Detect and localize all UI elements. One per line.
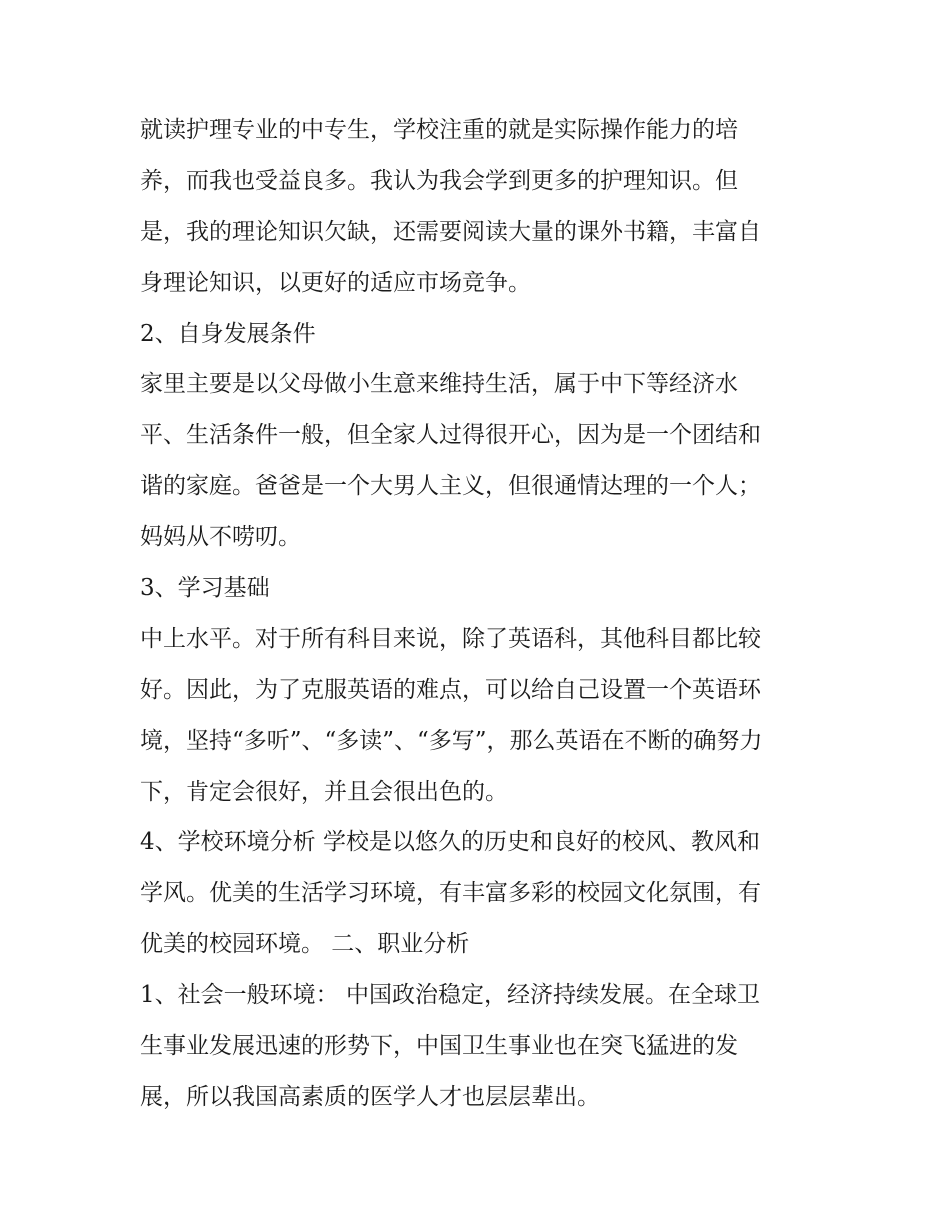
paragraph-line: 谐的家庭。爸爸是一个大男人主义，但很通情达理的一个人； xyxy=(140,473,761,500)
paragraph-line: 优美的校园环境。 二、职业分析 xyxy=(140,931,470,958)
paragraph-line: 1、社会一般环境： 中国政治稳定，经济持续发展。在全球卫 xyxy=(140,982,760,1009)
paragraph-line: 平、生活条件一般，但全家人过得很开心，因为是一个团结和 xyxy=(140,422,761,449)
paragraph-line: 好。因此，为了克服英语的难点，可以给自己设置一个英语环 xyxy=(140,676,761,703)
paragraph-line: 是，我的理论知识欠缺，还需要阅读大量的课外书籍，丰富自 xyxy=(140,218,761,245)
paragraph-line: 4、学校环境分析 学校是以悠久的历史和良好的校风、教风和 xyxy=(140,829,760,856)
paragraph-line: 中上水平。对于所有科目来说，除了英语科，其他科目都比较 xyxy=(140,625,761,652)
paragraph-line: 下，肯定会很好，并且会很出色的。 xyxy=(140,778,508,805)
paragraph-line: 身理论知识，以更好的适应市场竞争。 xyxy=(140,269,531,296)
paragraph-line: 境，坚持“多听”、“多读”、“多写”，那么英语在不断的确努力 xyxy=(140,727,763,754)
paragraph-line: 妈妈从不唠叨。 xyxy=(140,524,301,551)
paragraph-line: 家里主要是以父母做小生意来维持生活，属于中下等经济水 xyxy=(140,371,738,398)
paragraph-line: 生事业发展迅速的形势下，中国卫生事业也在突飞猛进的发 xyxy=(140,1033,738,1060)
section-heading: 3、学习基础 xyxy=(140,575,270,602)
paragraph-line: 学风。优美的生活学习环境，有丰富多彩的校园文化氛围，有 xyxy=(140,880,761,907)
paragraph-line: 养，而我也受益良多。我认为我会学到更多的护理知识。但 xyxy=(140,167,738,194)
paragraph-line: 展，所以我国高素质的医学人才也层层辈出。 xyxy=(140,1083,600,1110)
section-heading: 2、自身发展条件 xyxy=(140,320,316,347)
paragraph-line: 就读护理专业的中专生，学校注重的就是实际操作能力的培 xyxy=(140,117,738,143)
document-body xyxy=(140,105,830,1123)
